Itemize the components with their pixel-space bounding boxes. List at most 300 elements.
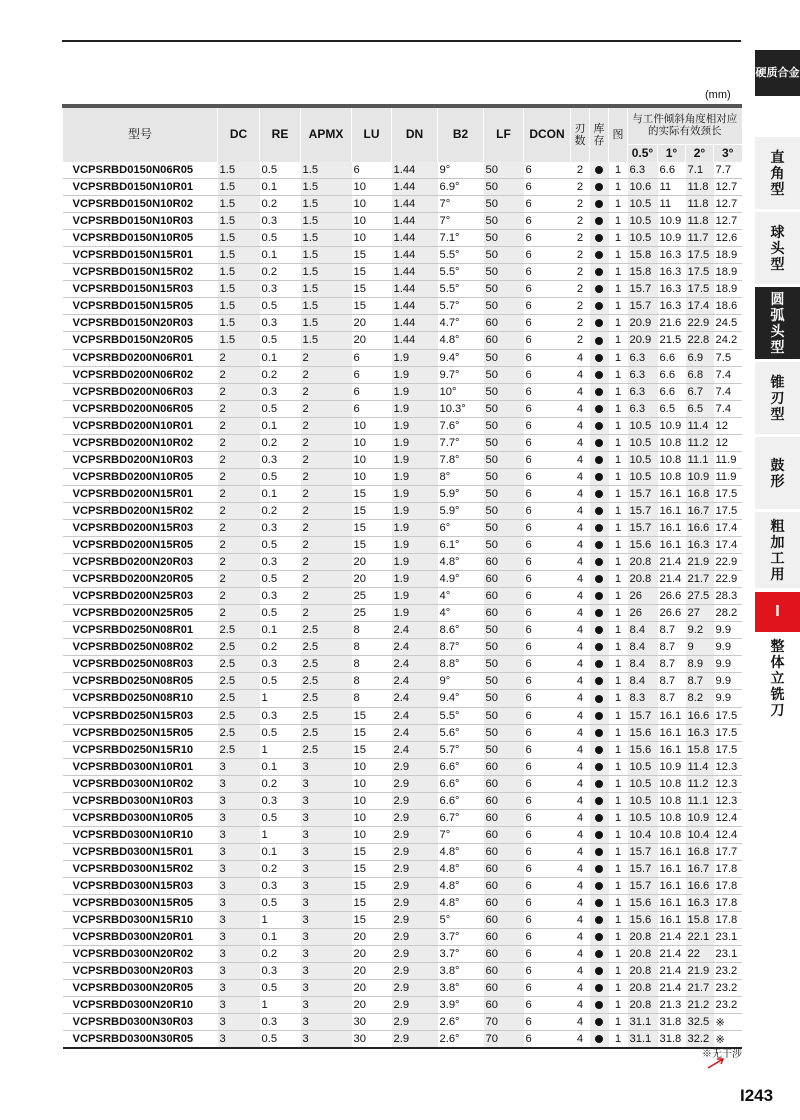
cell-b2: 4.8° [438, 877, 484, 894]
cell-eff-1: 16.1 [658, 485, 686, 502]
cell-lf: 50 [484, 673, 524, 690]
cell-lu: 6 [352, 400, 392, 417]
cell-eff-0-5: 10.5 [628, 417, 658, 434]
stock-dot-icon [595, 200, 603, 208]
table-row [63, 843, 742, 860]
cell-flutes: 4 [571, 400, 590, 417]
cell-model: VCPSRBD0150N10R05 [63, 230, 218, 247]
cell-flutes: 4 [571, 860, 590, 877]
cell-lf: 50 [484, 434, 524, 451]
stock-dot-icon [595, 268, 603, 276]
cell-dc: 2 [218, 417, 260, 434]
cell-dc: 2 [218, 468, 260, 485]
cell-model: VCPSRBD0300N20R05 [63, 980, 218, 997]
cell-figure: 1 [609, 741, 628, 758]
stock-dot-icon [595, 899, 603, 907]
cell-dc: 1.5 [218, 162, 260, 179]
cell-eff-1: 8.7 [658, 622, 686, 639]
cell-figure: 1 [609, 707, 628, 724]
cell-dcon: 6 [524, 554, 571, 571]
cell-lu: 15 [352, 877, 392, 894]
cell-flutes: 4 [571, 741, 590, 758]
cell-eff-1: 6.5 [658, 400, 686, 417]
cell-flutes: 4 [571, 809, 590, 826]
stock-dot-icon [595, 967, 603, 975]
stock-dot-icon [595, 933, 603, 941]
cell-eff-1: 16.1 [658, 537, 686, 554]
cell-eff-1: 6.6 [658, 349, 686, 366]
cell-figure: 1 [609, 1031, 628, 1049]
cell-model: VCPSRBD0300N10R10 [63, 826, 218, 843]
cell-re: 0.2 [260, 264, 301, 281]
cell-eff-2: 27.5 [686, 588, 714, 605]
cell-flutes: 4 [571, 673, 590, 690]
cell-lf: 50 [484, 230, 524, 247]
cell-stock [590, 980, 609, 997]
cell-lf: 60 [484, 843, 524, 860]
cell-b2: 6.6° [438, 758, 484, 775]
cell-re: 0.5 [260, 400, 301, 417]
cell-eff-0-5: 6.3 [628, 400, 658, 417]
table-row [63, 622, 742, 639]
cell-lu: 10 [352, 809, 392, 826]
cell-flutes: 4 [571, 690, 590, 707]
cell-eff-1: 8.7 [658, 673, 686, 690]
cell-eff-3: 23.1 [714, 946, 742, 963]
stock-dot-icon [595, 422, 603, 430]
cell-dn: 2.9 [392, 809, 438, 826]
cell-eff-2: 16.3 [686, 724, 714, 741]
cell-dc: 1.5 [218, 281, 260, 298]
cell-re: 0.5 [260, 230, 301, 247]
tab-barrel [755, 437, 800, 509]
cell-eff-3: 22.9 [714, 554, 742, 571]
cell-b2: 10° [438, 383, 484, 400]
cell-b2: 2.6° [438, 1031, 484, 1049]
cell-dn: 1.44 [392, 332, 438, 349]
cell-re: 0.2 [260, 434, 301, 451]
cell-flutes: 4 [571, 843, 590, 860]
cell-apmx: 2 [301, 571, 352, 588]
cell-dcon: 6 [524, 997, 571, 1014]
cell-eff-2: 15.8 [686, 912, 714, 929]
cell-apmx: 3 [301, 843, 352, 860]
table-row [63, 1014, 742, 1031]
cell-model: VCPSRBD0200N06R02 [63, 366, 218, 383]
cell-figure: 1 [609, 622, 628, 639]
cell-eff-0-5: 31.1 [628, 1031, 658, 1049]
stock-dot-icon [595, 371, 603, 379]
cell-figure: 1 [609, 349, 628, 366]
cell-lu: 10 [352, 213, 392, 230]
cell-eff-2: 21.7 [686, 980, 714, 997]
stock-dot-icon [595, 780, 603, 788]
cell-figure: 1 [609, 417, 628, 434]
cell-apmx: 3 [301, 775, 352, 792]
cell-lf: 70 [484, 1031, 524, 1049]
cell-eff-0-5: 20.8 [628, 571, 658, 588]
cell-stock [590, 997, 609, 1014]
cell-dc: 2 [218, 349, 260, 366]
cell-dc: 2 [218, 554, 260, 571]
cell-eff-0-5: 15.7 [628, 485, 658, 502]
cell-lf: 50 [484, 162, 524, 179]
cell-b2: 4.8° [438, 554, 484, 571]
cell-dc: 2 [218, 434, 260, 451]
cell-lf: 50 [484, 690, 524, 707]
cell-eff-3: 17.8 [714, 912, 742, 929]
cell-lu: 15 [352, 502, 392, 519]
cell-eff-0-5: 15.6 [628, 741, 658, 758]
cell-re: 1 [260, 690, 301, 707]
cell-dn: 2.4 [392, 741, 438, 758]
tab-ball-nose [755, 212, 800, 284]
cell-model: VCPSRBD0300N15R10 [63, 912, 218, 929]
stock-dot-icon [595, 916, 603, 924]
cell-b2: 3.8° [438, 963, 484, 980]
spec-table [62, 104, 742, 1049]
cell-lf: 60 [484, 315, 524, 332]
table-row [63, 400, 742, 417]
cell-apmx: 1.5 [301, 315, 352, 332]
cell-dc: 2.5 [218, 639, 260, 656]
cell-eff-0-5: 15.7 [628, 877, 658, 894]
cell-dcon: 6 [524, 877, 571, 894]
cell-dn: 2.4 [392, 724, 438, 741]
cell-model: VCPSRBD0150N10R02 [63, 196, 218, 213]
header-angle: 1° [658, 145, 686, 163]
cell-eff-1: 8.7 [658, 690, 686, 707]
cell-eff-1: 21.4 [658, 554, 686, 571]
cell-lu: 6 [352, 383, 392, 400]
cell-eff-2: 21.9 [686, 554, 714, 571]
tab-label: 硬质合金 [755, 66, 800, 79]
cell-b2: 4° [438, 588, 484, 605]
cell-model: VCPSRBD0300N15R02 [63, 860, 218, 877]
tab-solid-endmill [755, 636, 800, 720]
cell-dcon: 6 [524, 196, 571, 213]
table-row [63, 537, 742, 554]
cell-apmx: 2 [301, 605, 352, 622]
cell-eff-2: 11.1 [686, 792, 714, 809]
cell-figure: 1 [609, 997, 628, 1014]
cell-model: VCPSRBD0150N20R05 [63, 332, 218, 349]
cell-eff-1: 16.1 [658, 895, 686, 912]
cell-dn: 2.9 [392, 1014, 438, 1031]
cell-lu: 15 [352, 843, 392, 860]
cell-flutes: 4 [571, 502, 590, 519]
cell-dn: 2.9 [392, 912, 438, 929]
cell-apmx: 2 [301, 485, 352, 502]
cell-lf: 60 [484, 332, 524, 349]
cell-eff-1: 31.8 [658, 1014, 686, 1031]
cell-figure: 1 [609, 281, 628, 298]
cell-apmx: 3 [301, 1031, 352, 1049]
table-row [63, 179, 742, 196]
cell-stock [590, 946, 609, 963]
cell-dcon: 6 [524, 588, 571, 605]
cell-stock [590, 417, 609, 434]
stock-dot-icon [595, 984, 603, 992]
cell-b2: 9° [438, 162, 484, 179]
cell-dn: 2.9 [392, 877, 438, 894]
cell-model: VCPSRBD0200N25R03 [63, 588, 218, 605]
cell-figure: 1 [609, 366, 628, 383]
cell-dc: 1.5 [218, 264, 260, 281]
table-row [63, 519, 742, 536]
table-body [63, 162, 742, 1048]
cell-model: VCPSRBD0300N10R05 [63, 809, 218, 826]
table-row [63, 383, 742, 400]
cell-eff-1: 6.6 [658, 366, 686, 383]
stock-dot-icon [595, 1018, 603, 1026]
cell-apmx: 3 [301, 946, 352, 963]
cell-eff-0-5: 15.7 [628, 281, 658, 298]
cell-eff-0-5: 15.8 [628, 264, 658, 281]
stock-dot-icon [595, 439, 603, 447]
cell-re: 0.3 [260, 213, 301, 230]
cell-lu: 15 [352, 912, 392, 929]
cell-b2: 3.7° [438, 929, 484, 946]
tab-label: 锥刃型 [770, 373, 785, 423]
cell-b2: 5.5° [438, 281, 484, 298]
cell-dcon: 6 [524, 724, 571, 741]
cell-stock [590, 366, 609, 383]
cell-lu: 10 [352, 758, 392, 775]
cell-eff-0-5: 10.5 [628, 213, 658, 230]
cell-eff-1: 10.8 [658, 434, 686, 451]
cell-dc: 3 [218, 980, 260, 997]
table-row [63, 912, 742, 929]
cell-eff-3: 22.9 [714, 571, 742, 588]
cell-dc: 3 [218, 929, 260, 946]
cell-flutes: 4 [571, 537, 590, 554]
cell-apmx: 2.5 [301, 622, 352, 639]
table-row [63, 196, 742, 213]
table-row [63, 895, 742, 912]
cell-eff-1: 10.8 [658, 809, 686, 826]
cell-eff-3: 9.9 [714, 639, 742, 656]
stock-dot-icon [595, 354, 603, 362]
cell-re: 0.5 [260, 809, 301, 826]
stock-dot-icon [595, 234, 603, 242]
table-row [63, 230, 742, 247]
cell-flutes: 4 [571, 707, 590, 724]
cell-apmx: 3 [301, 809, 352, 826]
cell-figure: 1 [609, 946, 628, 963]
cell-model: VCPSRBD0200N10R02 [63, 434, 218, 451]
cell-apmx: 1.5 [301, 196, 352, 213]
cell-dn: 1.9 [392, 605, 438, 622]
stock-dot-icon [595, 712, 603, 720]
cell-b2: 7.8° [438, 451, 484, 468]
stock-dot-icon [595, 558, 603, 566]
cell-re: 1 [260, 826, 301, 843]
cell-b2: 4.8° [438, 860, 484, 877]
cell-b2: 8.8° [438, 656, 484, 673]
cell-stock [590, 485, 609, 502]
cell-model: VCPSRBD0250N08R10 [63, 690, 218, 707]
cell-re: 1 [260, 741, 301, 758]
cell-eff-0-5: 10.5 [628, 230, 658, 247]
cell-model: VCPSRBD0200N06R03 [63, 383, 218, 400]
cell-eff-3: 12 [714, 434, 742, 451]
cell-model: VCPSRBD0250N08R05 [63, 673, 218, 690]
header-re: RE [260, 106, 301, 162]
cell-b2: 5° [438, 912, 484, 929]
cell-flutes: 2 [571, 298, 590, 315]
stock-dot-icon [595, 405, 603, 413]
cell-figure: 1 [609, 929, 628, 946]
cell-re: 0.5 [260, 895, 301, 912]
cell-stock [590, 656, 609, 673]
cell-lu: 20 [352, 980, 392, 997]
cell-lu: 20 [352, 315, 392, 332]
cell-b2: 5.5° [438, 707, 484, 724]
cell-eff-1: 21.3 [658, 997, 686, 1014]
table-row [63, 162, 742, 179]
cell-apmx: 1.5 [301, 281, 352, 298]
cell-lu: 10 [352, 468, 392, 485]
cell-lf: 50 [484, 707, 524, 724]
cell-dc: 2.5 [218, 741, 260, 758]
cell-lu: 15 [352, 485, 392, 502]
cell-model: VCPSRBD0200N10R01 [63, 417, 218, 434]
cell-model: VCPSRBD0250N08R02 [63, 639, 218, 656]
header-model: 型号 [63, 106, 218, 162]
cell-dcon: 6 [524, 315, 571, 332]
cell-figure: 1 [609, 860, 628, 877]
cell-dn: 1.9 [392, 468, 438, 485]
cell-figure: 1 [609, 895, 628, 912]
stock-dot-icon [595, 319, 603, 327]
cell-lu: 15 [352, 741, 392, 758]
cell-eff-2: 32.2 [686, 1031, 714, 1049]
cell-dcon: 6 [524, 434, 571, 451]
cell-model: VCPSRBD0250N15R05 [63, 724, 218, 741]
cell-apmx: 1.5 [301, 179, 352, 196]
cell-eff-0-5: 8.4 [628, 622, 658, 639]
cell-eff-1: 16.1 [658, 860, 686, 877]
cell-eff-0-5: 10.5 [628, 434, 658, 451]
table-row [63, 571, 742, 588]
cell-stock [590, 724, 609, 741]
cell-dc: 1.5 [218, 298, 260, 315]
cell-figure: 1 [609, 690, 628, 707]
cell-lf: 50 [484, 213, 524, 230]
cell-eff-3: 12.4 [714, 826, 742, 843]
cell-re: 0.5 [260, 1031, 301, 1049]
stock-dot-icon [595, 183, 603, 191]
cell-lu: 25 [352, 605, 392, 622]
stock-dot-icon [595, 831, 603, 839]
cell-eff-1: 10.8 [658, 775, 686, 792]
cell-lf: 50 [484, 639, 524, 656]
cell-model: VCPSRBD0200N20R05 [63, 571, 218, 588]
cell-dc: 3 [218, 843, 260, 860]
cell-b2: 4.8° [438, 843, 484, 860]
tab-carbide [755, 50, 800, 96]
cell-stock [590, 281, 609, 298]
cell-eff-1: 21.4 [658, 929, 686, 946]
cell-re: 0.3 [260, 656, 301, 673]
cell-dcon: 6 [524, 1031, 571, 1049]
cell-lu: 15 [352, 519, 392, 536]
cell-b2: 7.1° [438, 230, 484, 247]
cell-flutes: 4 [571, 417, 590, 434]
cell-dcon: 6 [524, 741, 571, 758]
cell-dc: 2 [218, 519, 260, 536]
cell-eff-0-5: 15.6 [628, 724, 658, 741]
cell-stock [590, 673, 609, 690]
table-row [63, 1031, 742, 1049]
cell-dcon: 6 [524, 485, 571, 502]
cell-re: 0.1 [260, 843, 301, 860]
cell-eff-2: 17.5 [686, 264, 714, 281]
cell-re: 0.2 [260, 502, 301, 519]
cell-re: 0.3 [260, 315, 301, 332]
cell-b2: 7° [438, 213, 484, 230]
cell-flutes: 4 [571, 929, 590, 946]
stock-dot-icon [595, 643, 603, 651]
cell-eff-3: 17.8 [714, 877, 742, 894]
cell-figure: 1 [609, 724, 628, 741]
cell-eff-3: 17.4 [714, 519, 742, 536]
cell-eff-2: 22.1 [686, 929, 714, 946]
table-row [63, 366, 742, 383]
table-row [63, 315, 742, 332]
cell-flutes: 2 [571, 179, 590, 196]
cell-stock [590, 554, 609, 571]
cell-eff-1: 16.1 [658, 843, 686, 860]
stock-dot-icon [595, 388, 603, 396]
cell-b2: 5.5° [438, 247, 484, 264]
cell-apmx: 1.5 [301, 162, 352, 179]
tab-label: 粗加工用 [770, 517, 785, 583]
cell-stock [590, 895, 609, 912]
cell-model: VCPSRBD0200N10R05 [63, 468, 218, 485]
cell-stock [590, 537, 609, 554]
cell-lf: 60 [484, 997, 524, 1014]
cell-eff-3: 17.8 [714, 895, 742, 912]
cell-eff-0-5: 8.4 [628, 656, 658, 673]
cell-flutes: 4 [571, 468, 590, 485]
cell-dcon: 6 [524, 451, 571, 468]
cell-flutes: 4 [571, 792, 590, 809]
cell-apmx: 3 [301, 912, 352, 929]
stock-dot-icon [595, 524, 603, 532]
cell-eff-0-5: 20.8 [628, 980, 658, 997]
cell-eff-0-5: 6.3 [628, 162, 658, 179]
cell-eff-2: 6.9 [686, 349, 714, 366]
cell-eff-0-5: 31.1 [628, 1014, 658, 1031]
cell-re: 0.5 [260, 162, 301, 179]
cell-apmx: 2 [301, 434, 352, 451]
cell-model: VCPSRBD0200N15R01 [63, 485, 218, 502]
cell-dc: 3 [218, 860, 260, 877]
cell-dcon: 6 [524, 809, 571, 826]
cell-apmx: 3 [301, 963, 352, 980]
cell-b2: 9.7° [438, 366, 484, 383]
cell-eff-2: 21.7 [686, 571, 714, 588]
cell-re: 0.2 [260, 639, 301, 656]
cell-lf: 50 [484, 417, 524, 434]
cell-model: VCPSRBD0300N20R01 [63, 929, 218, 946]
cell-b2: 6.9° [438, 179, 484, 196]
cell-eff-0-5: 15.7 [628, 298, 658, 315]
cell-apmx: 1.5 [301, 247, 352, 264]
cell-lf: 60 [484, 946, 524, 963]
